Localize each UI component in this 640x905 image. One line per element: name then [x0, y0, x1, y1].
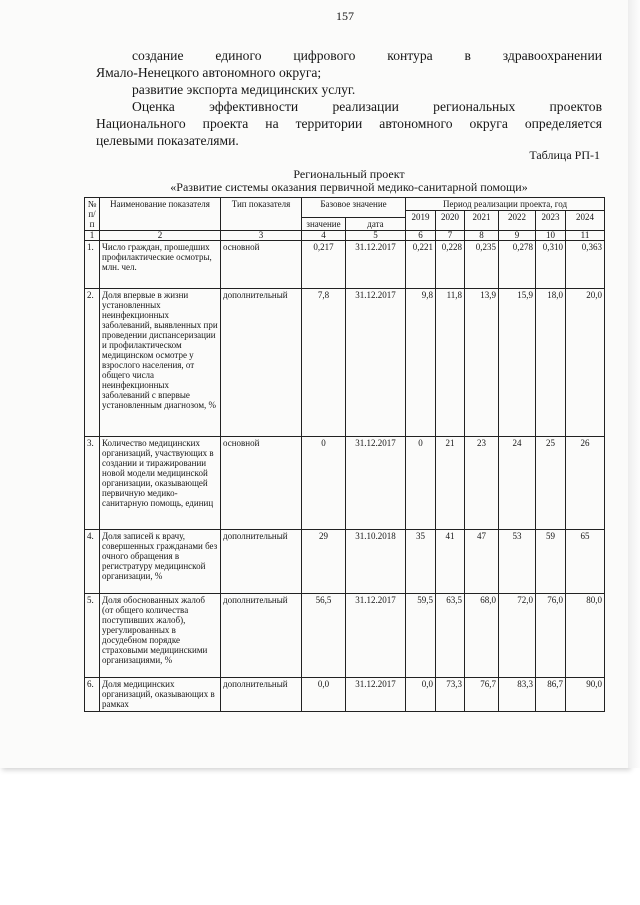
- indicator-name: Доля впервые в жизни установленных неинфекционных заболеваний, выявленных при проведении диспансеризации и профилактическом медицинском осмотре у взрослого населения, от общего числа неинфекционных заболеваний с впервые установленным диагнозом, %: [100, 289, 221, 437]
- year-value: 9,8: [406, 289, 436, 437]
- table-row: [85, 678, 605, 712]
- indicator-name: Доля записей к врачу, совершенных гражданами без очного обращения в регистратуру медицинской организации, %: [100, 530, 221, 594]
- year-value: 80,0: [566, 594, 605, 678]
- year-value: 24: [499, 437, 536, 530]
- base-value: 0: [302, 437, 346, 530]
- year-value: 18,0: [536, 289, 566, 437]
- year-value: 0,363: [566, 241, 605, 289]
- header-date: дата: [346, 218, 406, 231]
- indicator-type: дополнительный: [221, 678, 302, 712]
- header-year: 2022: [499, 211, 536, 231]
- indicator-type: дополнительный: [221, 594, 302, 678]
- row-number: 3.: [85, 437, 100, 530]
- row-number: 5.: [85, 594, 100, 678]
- row-number: 1.: [85, 241, 100, 289]
- indicator-name: Доля медицинских организаций, оказывающих в рамках: [100, 678, 221, 712]
- year-value: 90,0: [566, 678, 605, 712]
- table-row: [85, 241, 605, 289]
- base-value: 7,8: [302, 289, 346, 437]
- paragraph-line: создание единого цифрового контура в здравоохранении: [132, 48, 602, 63]
- year-value: 41: [436, 530, 465, 594]
- year-value: 0,0: [406, 678, 436, 712]
- column-number: 5: [346, 231, 406, 241]
- base-date: 31.12.2017: [346, 437, 406, 530]
- table-row: [85, 530, 605, 594]
- row-number: 2.: [85, 289, 100, 437]
- year-value: 0,228: [436, 241, 465, 289]
- header-year: 2024: [566, 211, 605, 231]
- row-number: 6.: [85, 678, 100, 712]
- column-number: 7: [436, 231, 465, 241]
- table-row: [85, 437, 605, 530]
- paragraph-line: целевыми показателями.: [96, 133, 239, 148]
- base-date: 31.12.2017: [346, 678, 406, 712]
- header-period: Период реализации проекта, год: [406, 198, 605, 211]
- year-value: 76,7: [465, 678, 499, 712]
- indicator-type: дополнительный: [221, 289, 302, 437]
- year-value: 63,5: [436, 594, 465, 678]
- header-name: Наименование показателя: [100, 198, 221, 231]
- base-value: 0,217: [302, 241, 346, 289]
- year-value: 47: [465, 530, 499, 594]
- year-value: 0,310: [536, 241, 566, 289]
- indicators-table: [84, 197, 605, 712]
- table-row: [85, 594, 605, 678]
- table-row: [85, 289, 605, 437]
- indicator-type: дополнительный: [221, 530, 302, 594]
- table-title-line: Региональный проект: [293, 167, 405, 181]
- header-value: значение: [302, 218, 346, 231]
- year-value: 26: [566, 437, 605, 530]
- column-number: 3: [221, 231, 302, 241]
- year-value: 53: [499, 530, 536, 594]
- year-value: 0,278: [499, 241, 536, 289]
- base-value: 29: [302, 530, 346, 594]
- year-value: 73,3: [436, 678, 465, 712]
- year-value: 72,0: [499, 594, 536, 678]
- year-value: 59: [536, 530, 566, 594]
- year-value: 86,7: [536, 678, 566, 712]
- indicator-name: Количество медицинских организаций, участвующих в создании и тиражировании новой модели медицинской организации, оказывающей первичную медико-санитарную помощь, единиц: [100, 437, 221, 530]
- year-value: 68,0: [465, 594, 499, 678]
- header-year: 2020: [436, 211, 465, 231]
- paragraph-line: развитие экспорта медицинских услуг.: [132, 82, 356, 97]
- base-date: 31.12.2017: [346, 594, 406, 678]
- year-value: 11,8: [436, 289, 465, 437]
- year-value: 25: [536, 437, 566, 530]
- year-value: 0,221: [406, 241, 436, 289]
- row-number: 4.: [85, 530, 100, 594]
- indicator-type: основной: [221, 241, 302, 289]
- base-date: 31.12.2017: [346, 289, 406, 437]
- year-value: 0: [406, 437, 436, 530]
- header-type: Тип показателя: [221, 198, 302, 231]
- paragraph-line: Оценка эффективности реализации региональных проектов: [132, 99, 602, 114]
- column-number: 10: [536, 231, 566, 241]
- table-caption: Таблица РП-1: [529, 148, 600, 162]
- indicator-name: Доля обоснованных жалоб (от общего количества поступивших жалоб), урегулированных в досудебном порядке страховыми медицинскими организациями, %: [100, 594, 221, 678]
- column-number: 1: [85, 231, 100, 241]
- base-date: 31.10.2018: [346, 530, 406, 594]
- table-title-line: «Развитие системы оказания первичной медико-санитарной помощи»: [170, 180, 528, 194]
- paragraph-line: Национального проекта на территории автономного округа определяется: [96, 116, 602, 131]
- header-no: № п/п: [85, 198, 100, 231]
- table-title: [84, 168, 614, 194]
- year-value: 65: [566, 530, 605, 594]
- scan-edge: [628, 0, 640, 768]
- column-number: 9: [499, 231, 536, 241]
- year-value: 21: [436, 437, 465, 530]
- paragraph-line: Ямало-Ненецкого автономного округа;: [96, 65, 322, 80]
- year-value: 20,0: [566, 289, 605, 437]
- year-value: 59,5: [406, 594, 436, 678]
- column-number: 2: [100, 231, 221, 241]
- indicator-name: Число граждан, прошедших профилактические осмотры, млн. чел.: [100, 241, 221, 289]
- year-value: 15,9: [499, 289, 536, 437]
- header-year: 2023: [536, 211, 566, 231]
- header-base: Базовое значение: [302, 198, 406, 218]
- column-number: 6: [406, 231, 436, 241]
- year-value: 13,9: [465, 289, 499, 437]
- year-value: 35: [406, 530, 436, 594]
- header-year: 2021: [465, 211, 499, 231]
- base-date: 31.12.2017: [346, 241, 406, 289]
- page-number: 157: [336, 9, 354, 23]
- header-year: 2019: [406, 211, 436, 231]
- year-value: 83,3: [499, 678, 536, 712]
- indicator-type: основной: [221, 437, 302, 530]
- year-value: 23: [465, 437, 499, 530]
- column-number: 11: [566, 231, 605, 241]
- base-value: 56,5: [302, 594, 346, 678]
- column-number: 8: [465, 231, 499, 241]
- column-number: 4: [302, 231, 346, 241]
- year-value: 76,0: [536, 594, 566, 678]
- year-value: 0,235: [465, 241, 499, 289]
- base-value: 0,0: [302, 678, 346, 712]
